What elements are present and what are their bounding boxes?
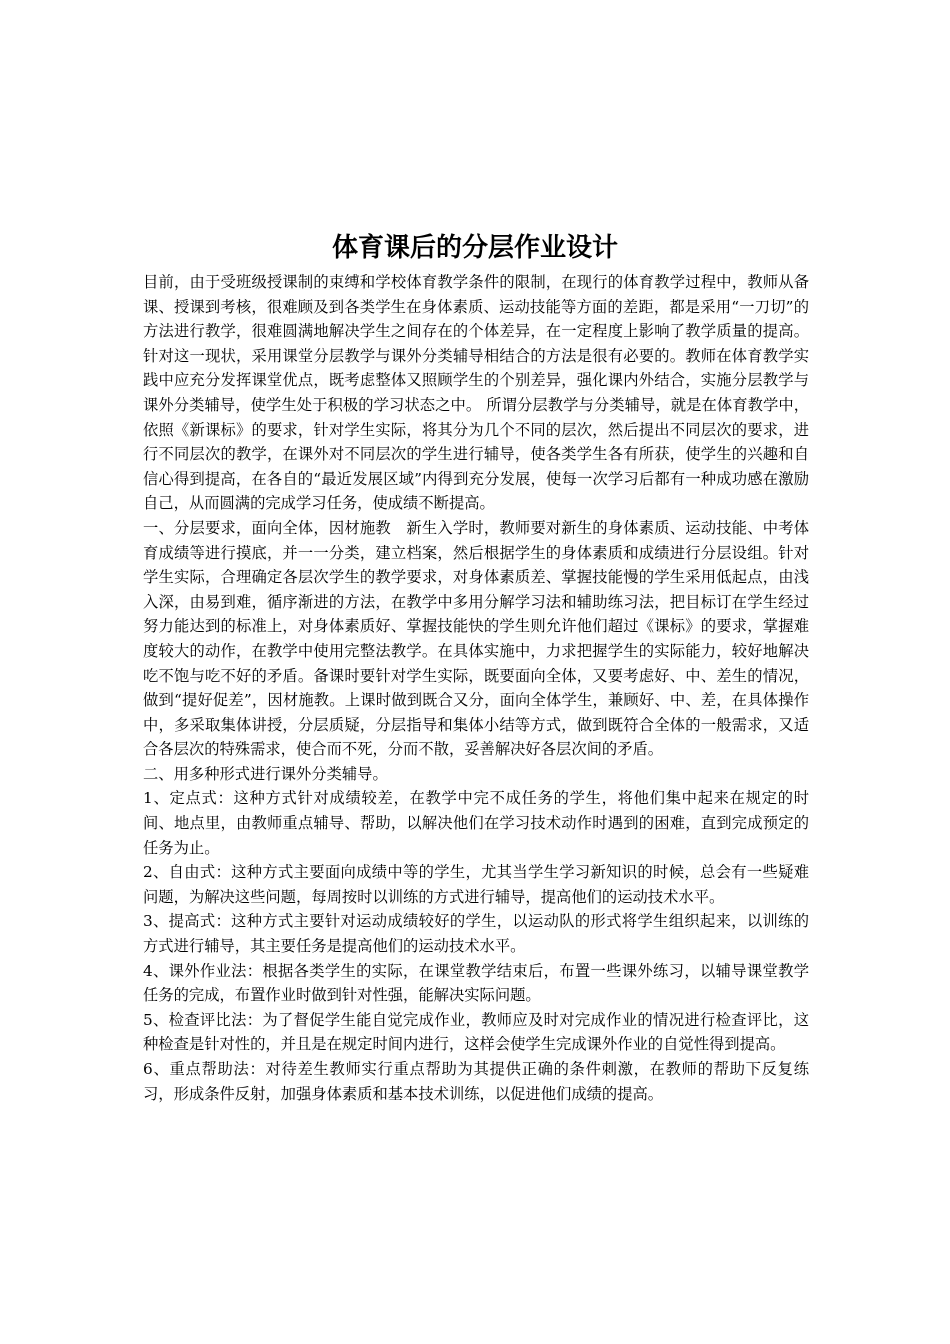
paragraph-item-3: 3、提高式：这种方式主要针对运动成绩较好的学生，以运动队的形式将学生组织起来，以训练的方式进行辅导，其主要任务是提高他们的运动技术水平。 [143, 912, 809, 956]
paragraph-section-2-heading: 二、用多种形式进行课外分类辅导。 [143, 764, 388, 783]
paragraph-item-4: 4、课外作业法：根据各类学生的实际，在课堂教学结束后，布置一些课外练习，以辅导课堂教学任务的完成，布置作业时做到针对性强，能解决实际问题。 [143, 961, 809, 1005]
paragraph-intro: 目前，由于受班级授课制的束缚和学校体育教学条件的限制，在现行的体育教学过程中，教师从备课、授课到考核，很难顾及到各类学生在身体素质、运动技能等方面的差距，都是采用“一刀切”的方法进行教学，很难圆满地解决学生之间存在的个体差异，在一定程度上影响了教学质量的提高。针对这一现状，采用课堂分层教学与课外分类辅导相结合的方法是很有必要的。教师在体育教学实践中应充分发挥课堂优点，既考虑整体又照顾学生的个别差异，强化课内外结合，实施分层教学与课外分类辅导，使学生处于积极的学习状态之中。 所谓分层教学与分类辅导，就是在体育教学中，依照《新课标》的要求，针对学生实际，将其分为几个不同的层次，然后提出不同层次的要求，进行不同层次的教学，在课外对不同层次的学生进行辅导，使各类学生各有所获，使学生的兴趣和自信心得到提高，在各自的“最近发展区域”内得到充分发展，使每一次学习后都有一种成功感在激励自己，从而圆满的完成学习任务，使成绩不断提高。 [143, 273, 809, 513]
document-title: 体育课后的分层作业设计 [331, 233, 618, 263]
paragraph-section-1: 一、分层要求，面向全体，因材施教 新生入学时，教师要对新生的身体素质、运动技能、中考体育成绩等进行摸底，并一一分类，建立档案，然后根据学生的身体素质和成绩进行分层设组。针对学生实际，合理确定各层次学生的教学要求，对身体素质差、掌握技能慢的学生采用低起点，由浅入深，由易到难，循序渐进的方法，在教学中多用分解学习法和辅助练习法，把目标订在学生经过努力能达到的标准上，对身体素质好、掌握技能快的学生则允许他们超过《课标》的要求，掌握难度较大的动作，在教学中使用完整法教学。在具体实施中，力求把握学生的实际能力，较好地解决吃不饱与吃不好的矛盾。备课时要针对学生实际，既要面向全体，又要考虑好、中、差生的情况，做到“提好促差”，因材施教。上课时做到既合又分，面向全体学生，兼顾好、中、差，在具体操作中，多采取集体讲授，分层质疑，分层指导和集体小结等方式，做到既符合全体的一般需求，又适合各层次的特殊需求，使合而不死，分而不散，妥善解决好各层次间的矛盾。 [143, 518, 809, 759]
paragraph-item-1: 1、定点式：这种方式针对成绩较差，在教学中完不成任务的学生，将他们集中起来在规定的时间、地点里，由教师重点辅导、帮助，以解决他们在学习技术动作时遇到的困难，直到完成预定的任务为止。 [143, 789, 809, 857]
paragraph-item-2: 2、自由式：这种方式主要面向成绩中等的学生，尤其当学生学习新知识的时候，总会有一些疑难问题，为解决这些问题，每周按时以训练的方式进行辅导，提高他们的运动技术水平。 [143, 863, 809, 906]
paragraph-item-6: 6、重点帮助法：对待差生教师实行重点帮助为其提供正确的条件刺激，在教师的帮助下反复练习，形成条件反射，加强身体素质和基本技术训练，以促进他们成绩的提高。 [143, 1060, 809, 1103]
document-body [143, 270, 809, 1106]
paragraph-item-5: 5、检查评比法：为了督促学生能自觉完成作业，教师应及时对完成作业的情况进行检查评比，这种检查是针对性的，并且是在规定时间内进行，这样会使学生完成课外作业的自觉性得到提高。 [143, 1010, 809, 1054]
